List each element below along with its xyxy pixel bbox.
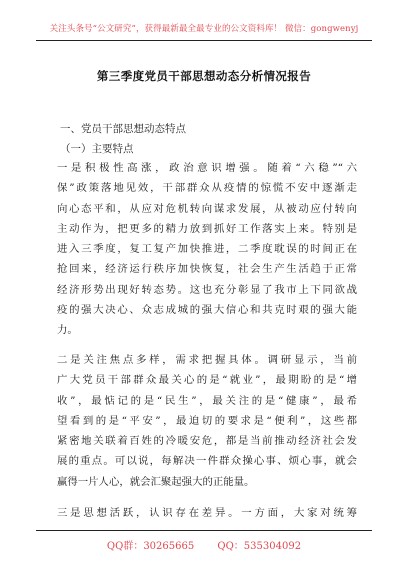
- paragraph-line: 向心态平和，从应对危机转向谋求发展，从被动应付转向: [57, 202, 357, 215]
- paragraph-3: [57, 503, 357, 523]
- paragraph-line: 经济形势出现好转态势。这也充分彰显了我市上下同欲战: [57, 283, 357, 296]
- paragraph-line: 疫的强大决心、众志成城的强大信心和共克时艰的强大能: [57, 304, 357, 317]
- paragraph-line: 望看到的是“平安”，最迫切的要求是“便利”，这些都: [57, 414, 357, 427]
- paragraph-line: 展的重点。可以说，每解决一件群众操心事、烦心事，就会: [57, 455, 357, 468]
- paragraph-line: 收”，最惦记的是“民生”，最关注的是“健康”，最希: [57, 394, 357, 407]
- subsection-heading: （一）主要特点: [60, 143, 134, 155]
- footer-rule: [36, 530, 372, 531]
- document-title: 第三季度党员干部思想动态分析情况报告: [96, 69, 312, 83]
- footer-qq: QQ：535304092: [217, 541, 302, 552]
- footer: [0, 537, 408, 552]
- paragraph-line: 进入三季度，复工复产加快推进，二季度耽误的时间正在: [57, 243, 357, 256]
- section-heading: 一、党员干部思想动态特点: [60, 123, 186, 135]
- paragraph-line: 抢回来，经济运行秩序加快恢复，社会生产生活趋于正常: [57, 263, 357, 276]
- paragraph-1: [57, 158, 357, 341]
- footer-qq-group: QQ群：30265665: [106, 541, 195, 552]
- paragraph-line: 力。: [57, 324, 78, 337]
- paragraph-line: 二是关注焦点多样，需求把握具体。调研显示，当前: [57, 354, 357, 366]
- header-banner: 关注头条号“公文研究”，获得最新最全最专业的公文资料库！ 微信：gongwenyj: [49, 24, 359, 34]
- paragraph-line: 广大党员干部群众最关心的是“就业”，最期盼的是“增: [57, 374, 357, 387]
- paragraph-line: 三是思想活跃，认识存在差异。一方面，大家对统筹: [57, 507, 357, 519]
- paragraph-line: 紧密地关联着百姓的冷暖安危，都是当前推动经济社会发: [57, 435, 357, 448]
- paragraph-line: 赢得一片人心，就会汇聚起强大的正能量。: [57, 475, 255, 488]
- paragraph-line: 主动作为，把更多的精力放到抓好工作落实上来。特别是: [57, 222, 357, 235]
- paragraph-2: [57, 350, 357, 492]
- paragraph-line: 保”政策落地见效，干部群众从疫情的惊慌不安中逐渐走: [57, 182, 357, 195]
- header-rule: [36, 40, 372, 41]
- paragraph-line: 一是积极性高涨，政治意识增强。随着“六稳”“六: [57, 162, 357, 174]
